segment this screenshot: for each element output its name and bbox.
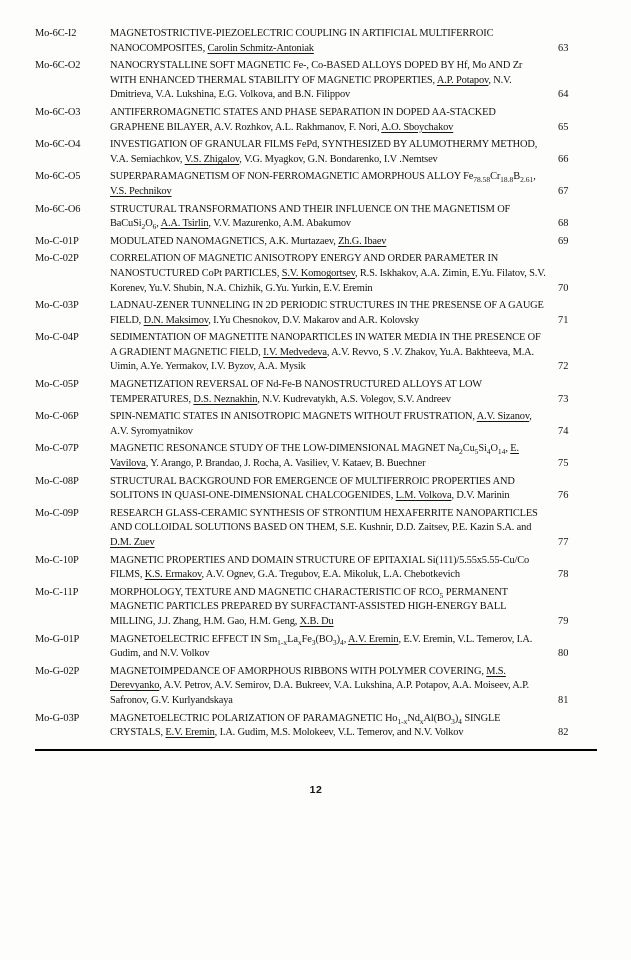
- toc-entry: [35, 235, 597, 250]
- toc-entry: [35, 203, 597, 232]
- entry-title: [110, 712, 546, 741]
- title-text: O: [490, 443, 498, 455]
- entry-page-number: 73: [558, 393, 569, 405]
- entry-title: [110, 252, 546, 296]
- title-text: CORRELATION OF MAGNETIC ANISOTROPY ENERGY AND ORDER PARAMETER IN NANOSTUCTURED CoPt PARTICLES,: [110, 253, 499, 279]
- title-text: , A.V. Syromyatnikov: [110, 411, 532, 437]
- presenting-author: L.M. Volkova: [395, 490, 452, 502]
- session-code: Mo-C-11P: [35, 586, 79, 598]
- title-text: , V.V. Mazurenko, A.M. Abakumov: [208, 218, 351, 230]
- toc-entry: [35, 378, 597, 407]
- session-code: Mo-C-08P: [35, 475, 79, 487]
- entry-title: [110, 203, 546, 232]
- entry-title: [110, 633, 546, 662]
- entry-title: [110, 586, 546, 630]
- title-text: , I.A. Gudim, M.S. Molokeev, V.L. Temerov, and N.V. Volkov: [214, 727, 464, 739]
- presenting-author: A.P. Potapov: [436, 74, 489, 86]
- toc-entry: [35, 665, 597, 709]
- title-text: , E.V. Eremin, V.L. Temerov, I.A. Gudim, and N.V. Volkov: [110, 633, 533, 660]
- toc-entry: [35, 475, 597, 504]
- title-text: Nd: [407, 712, 420, 724]
- session-code: Mo-C-05P: [35, 379, 79, 391]
- title-text: SINGLE CRYSTALS,: [110, 712, 501, 739]
- session-code: Mo-G-01P: [35, 633, 80, 645]
- subscript: 1-x: [277, 637, 288, 647]
- session-code: Mo-C-09P: [35, 507, 79, 519]
- title-text: Al(BO: [423, 712, 452, 724]
- toc-list: [35, 27, 597, 741]
- presenting-author: S.V. Komogortsev: [281, 267, 355, 279]
- entry-page-number: 77: [558, 537, 569, 548]
- title-text: Si: [478, 443, 487, 455]
- subscript: 3: [311, 637, 316, 647]
- session-code: Mo-C-01P: [35, 235, 79, 247]
- entry-page-number: 79: [558, 615, 569, 627]
- title-text: , V.G. Myagkov, G.N. Bondarenko, I.V .Nemtsev: [239, 153, 438, 165]
- toc-entry: [35, 170, 597, 199]
- title-text: NANOCRYSTALLINE SOFT MAGNETIC Fe-, Co-BASED ALLOYS DOPED BY Hf, Mo AND Zr WITH ENHANCED THERMAL STABILITY OF MAGNETIC PROPERTIES,: [110, 60, 523, 86]
- entry-title: [110, 235, 546, 250]
- title-text: Cu: [462, 443, 475, 455]
- subscript: 4: [486, 447, 491, 457]
- session-code: Mo-C-06P: [35, 411, 79, 423]
- toc-entry: [35, 712, 597, 741]
- toc-entry: [35, 27, 597, 56]
- entry-page-number: 82: [558, 727, 569, 739]
- footer-rule: [35, 749, 597, 751]
- entry-title: [110, 299, 546, 328]
- title-text: SPIN-NEMATIC STATES IN ANISOTROPIC MAGNETS WITHOUT FRUSTRATION,: [110, 411, 477, 423]
- title-text: ,: [156, 218, 161, 230]
- title-text: ANTIFERROMAGNETIC STATES AND PHASE SEPARATION IN DOPED AA-STACKED GRAPHENE BILAYER, A.V. Rozhkov, A.L. Rakhmanov, F. Nori,: [110, 106, 496, 133]
- session-code: Mo-C-02P: [35, 253, 79, 265]
- presenting-author: K.S. Ermakov: [144, 569, 202, 581]
- entry-page-number: 66: [558, 153, 569, 165]
- presenting-author: V.S. Zhigalov: [184, 153, 240, 165]
- entry-page-number: 65: [558, 121, 569, 133]
- subscript: 5: [439, 590, 444, 600]
- presenting-author: M.S. Derevyanko: [110, 665, 506, 692]
- title-text: MAGNETOSTRICTIVE-PIEZOELECTRIC COUPLING IN ARTIFICIAL MULTIFERROIC NANOCOMPOSITES,: [110, 28, 494, 54]
- subscript: 3: [332, 637, 337, 647]
- session-code: Mo-6C-O5: [35, 171, 81, 183]
- title-text: B: [513, 171, 521, 183]
- entry-page-number: 72: [558, 361, 569, 373]
- title-text: O: [145, 218, 153, 230]
- title-text: , A.V. Petrov, A.V. Semirov, D.A. Bukreev, V.A. Lukshina, A.P. Potapov, A.A. Moiseev, A.P. Safronov, G.V. Kurlyandskaya: [110, 680, 529, 706]
- entry-title: [110, 106, 546, 135]
- toc-entry: [35, 410, 597, 439]
- title-text: ,: [533, 171, 536, 183]
- entry-page-number: 80: [558, 648, 569, 660]
- presenting-author: D.N. Maksimov: [143, 314, 209, 326]
- entry-title: [110, 170, 546, 199]
- entry-title: [110, 475, 546, 504]
- title-text: ,: [505, 443, 511, 455]
- presenting-author: Zh.G. Ibaev: [338, 235, 387, 247]
- title-text: ): [336, 633, 340, 645]
- title-text: MORPHOLOGY, TEXTURE AND MAGNETIC CHARACTERISTIC OF RCO: [110, 586, 440, 598]
- title-text: La: [287, 633, 298, 645]
- subscript: 4: [458, 716, 462, 726]
- entry-page-number: 68: [558, 218, 569, 230]
- toc-entry: [35, 586, 597, 630]
- title-text: , N.V. Dmitrieva, V.A. Lukshina, E.G. Volkova, and B.N. Filippov: [110, 74, 512, 101]
- presenting-author: A.O. Sboychakov: [381, 121, 454, 133]
- toc-entry: [35, 252, 597, 296]
- title-text: SEDIMENTATION OF MAGNETITE NANOPARTICLES IN WATER MEDIA IN THE PRESENCE OF A GRADIENT MAGNETIC FIELD,: [110, 332, 541, 358]
- presenting-author: A.V. Eremin: [348, 633, 399, 645]
- title-text: (BO: [315, 633, 333, 645]
- title-text: PERMANENT MAGNETIC PARTICLES PREPARED BY SURFACTANT-ASSISTED HIGH-ENERGY BALL MILLING, J.J. Zhang, H.M. Gao, H.M. Geng,: [110, 586, 508, 627]
- toc-entry: [35, 442, 597, 471]
- session-code: Mo-6C-I2: [35, 28, 77, 39]
- toc-entry: [35, 507, 597, 551]
- subscript: 3: [451, 716, 455, 726]
- presenting-author: I.V. Medvedeva: [263, 346, 327, 358]
- session-code: Mo-C-03P: [35, 300, 79, 312]
- presenting-author: Carolin Schmitz-Antoniak: [207, 42, 314, 54]
- title-text: STRUCTURAL TRANSFORMATIONS AND THEIR INFLUENCE ON THE MAGNETISM OF BaCuSi: [110, 203, 511, 230]
- title-text: MODULATED NANOMAGNETICS, A.K. Murtazaev,: [110, 235, 339, 247]
- entry-title: [110, 507, 546, 551]
- toc-entry: [35, 331, 597, 375]
- title-text: Fe: [301, 633, 312, 645]
- entry-title: [110, 665, 546, 709]
- subscript: 5: [474, 447, 479, 457]
- toc-entry: [35, 554, 597, 583]
- session-code: Mo-6C-O3: [35, 106, 81, 118]
- entry-title: [110, 442, 546, 471]
- presenting-author: A.V. Sizanov: [476, 411, 530, 423]
- entry-title: [110, 554, 546, 583]
- subscript: x: [419, 716, 424, 726]
- subscript: 78.58: [473, 175, 491, 185]
- presenting-author: E.V. Eremin: [165, 727, 215, 739]
- entry-title: [110, 59, 546, 103]
- subscript: 2: [141, 222, 146, 232]
- session-code: Mo-G-03P: [35, 712, 80, 724]
- title-text: , Y. Arango, P. Brandao, J. Rocha, A. Vasiliev, V. Kataev, B. Buechner: [145, 458, 426, 470]
- presenting-author: V.S. Pechnikov: [110, 185, 172, 197]
- entry-page-number: 81: [558, 694, 569, 706]
- entry-page-number: 63: [558, 42, 569, 54]
- entry-page-number: 71: [558, 314, 569, 326]
- toc-entry: [35, 633, 597, 662]
- title-text: ): [454, 712, 459, 724]
- session-code: Mo-C-07P: [35, 443, 79, 455]
- subscript: 2: [459, 447, 463, 457]
- title-text: MAGNETOIMPEDANCE OF AMORPHOUS RIBBONS WITH POLYMER COVERING,: [110, 665, 487, 677]
- subscript: 2.61: [520, 175, 534, 185]
- entry-page-number: 67: [558, 185, 569, 197]
- title-text: , N.V. Kudrevatykh, A.S. Volegov, S.V. Andreev: [257, 393, 451, 405]
- toc-entry: [35, 138, 597, 167]
- title-text: LADNAU-ZENER TUNNELING IN 2D PERIODIC STRUCTURES IN THE PRESENSE OF A GAUGE FIELD,: [110, 300, 544, 326]
- title-text: , A.V. Ognev, G.A. Tregubov, E.A. Mikoluk, L.A. Chebotkevich: [201, 569, 460, 581]
- session-code: Mo-C-04P: [35, 332, 79, 344]
- title-text: MAGNETIZATION REVERSAL OF Nd-Fe-B NANOSTRUCTURED ALLOYS AT LOW TEMPERATURES,: [110, 379, 482, 405]
- session-code: Mo-6C-O6: [35, 203, 81, 215]
- entry-title: [110, 410, 546, 439]
- entry-page-number: 69: [558, 235, 569, 247]
- presenting-author: A.A. Tsirlin: [160, 218, 209, 230]
- session-code: Mo-6C-O2: [35, 60, 81, 72]
- entry-title: [110, 378, 546, 407]
- title-text: Cr: [490, 171, 501, 183]
- subscript: 4: [339, 637, 344, 647]
- subscript: x: [297, 637, 302, 647]
- title-text: MAGNETIC PROPERTIES AND DOMAIN STRUCTURE OF EPITAXIAL Si(111)/5.55x5.55-Cu/Co FILMS,: [110, 554, 530, 581]
- title-text: SUPERPARAMAGNETISM OF NON-FERROMAGNETIC AMORPHOUS ALLOY Fe: [110, 171, 474, 183]
- title-text: , I.Yu Chesnokov, D.V. Makarov and A.R. Kolovsky: [208, 314, 419, 326]
- session-code: Mo-6C-O4: [35, 139, 81, 151]
- entry-page-number: 78: [558, 569, 569, 581]
- title-text: MAGNETIC RESONANCE STUDY OF THE LOW-DIMENSIONAL MAGNET Na: [110, 443, 460, 455]
- title-text: MAGNETOELECTRIC POLARIZATION OF PARAMAGNETIC Ho: [110, 712, 398, 724]
- toc-entry: [35, 59, 597, 103]
- title-text: INVESTIGATION OF GRANULAR FILMS FePd, SYNTHESIZED BY ALUMOTHERMY METHOD, V.A. Semiachkov,: [110, 139, 538, 165]
- entry-page-number: 74: [558, 425, 569, 437]
- toc-entry: [35, 299, 597, 328]
- title-text: ,: [343, 633, 349, 645]
- title-text: MAGNETOELECTRIC EFFECT IN Sm: [110, 633, 278, 645]
- title-text: , A.V. Revvo, S .V. Zhakov, Yu.A. Bakhteeva, M.A. Uimin, A.Ye. Yermakov, I.V. Byzov, A.A. Mysik: [110, 346, 534, 373]
- session-code: Mo-G-02P: [35, 665, 80, 677]
- title-text: RESEARCH GLASS-CERAMIC SYNTHESIS OF STRONTIUM HEXAFERRITE NANOPARTICLES AND COLLOIDAL SOLUTIONS BASED ON THEM, S.E. Kushnir, D.D. Zaitsev, P.E. Kazin S.A. and: [110, 507, 538, 534]
- subscript: 6: [152, 222, 157, 232]
- presenting-author: D.S. Neznakhin: [193, 393, 258, 405]
- footer-page-number: 12: [309, 783, 323, 796]
- entry-page-number: 75: [558, 458, 569, 470]
- presenting-author: E. Vavilova: [110, 443, 519, 470]
- presenting-author: X.B. Du: [299, 615, 334, 627]
- entry-page-number: 76: [558, 490, 569, 502]
- title-text: , R.S. Iskhakov, A.A. Zimin, E.Yu. Filatov, S.V. Korenev, Yu.V. Shubin, N.A. Chizhik, G.Yu. Yurkin, E.V. Eremin: [110, 267, 546, 294]
- subscript: 1-x: [397, 716, 408, 726]
- subscript: 18.8: [500, 175, 514, 185]
- presenting-author: D.M. Zuev: [110, 537, 155, 548]
- title-text: STRUCTURAL BACKGROUND FOR EMERGENCE OF MULTIFERROIC PROPERTIES AND SOLITONS IN QUASI-ONE-DIMENSIONAL CHALCOGENIDES,: [110, 475, 515, 502]
- subscript: 14: [497, 447, 506, 457]
- entry-title: [110, 138, 546, 167]
- entry-page-number: 70: [558, 282, 569, 294]
- title-text: , D.V. Marinin: [451, 490, 510, 502]
- entry-title: [110, 27, 546, 56]
- entry-page-number: 64: [558, 89, 569, 101]
- session-code: Mo-C-10P: [35, 554, 79, 566]
- entry-title: [110, 331, 546, 375]
- toc-entry: [35, 106, 597, 135]
